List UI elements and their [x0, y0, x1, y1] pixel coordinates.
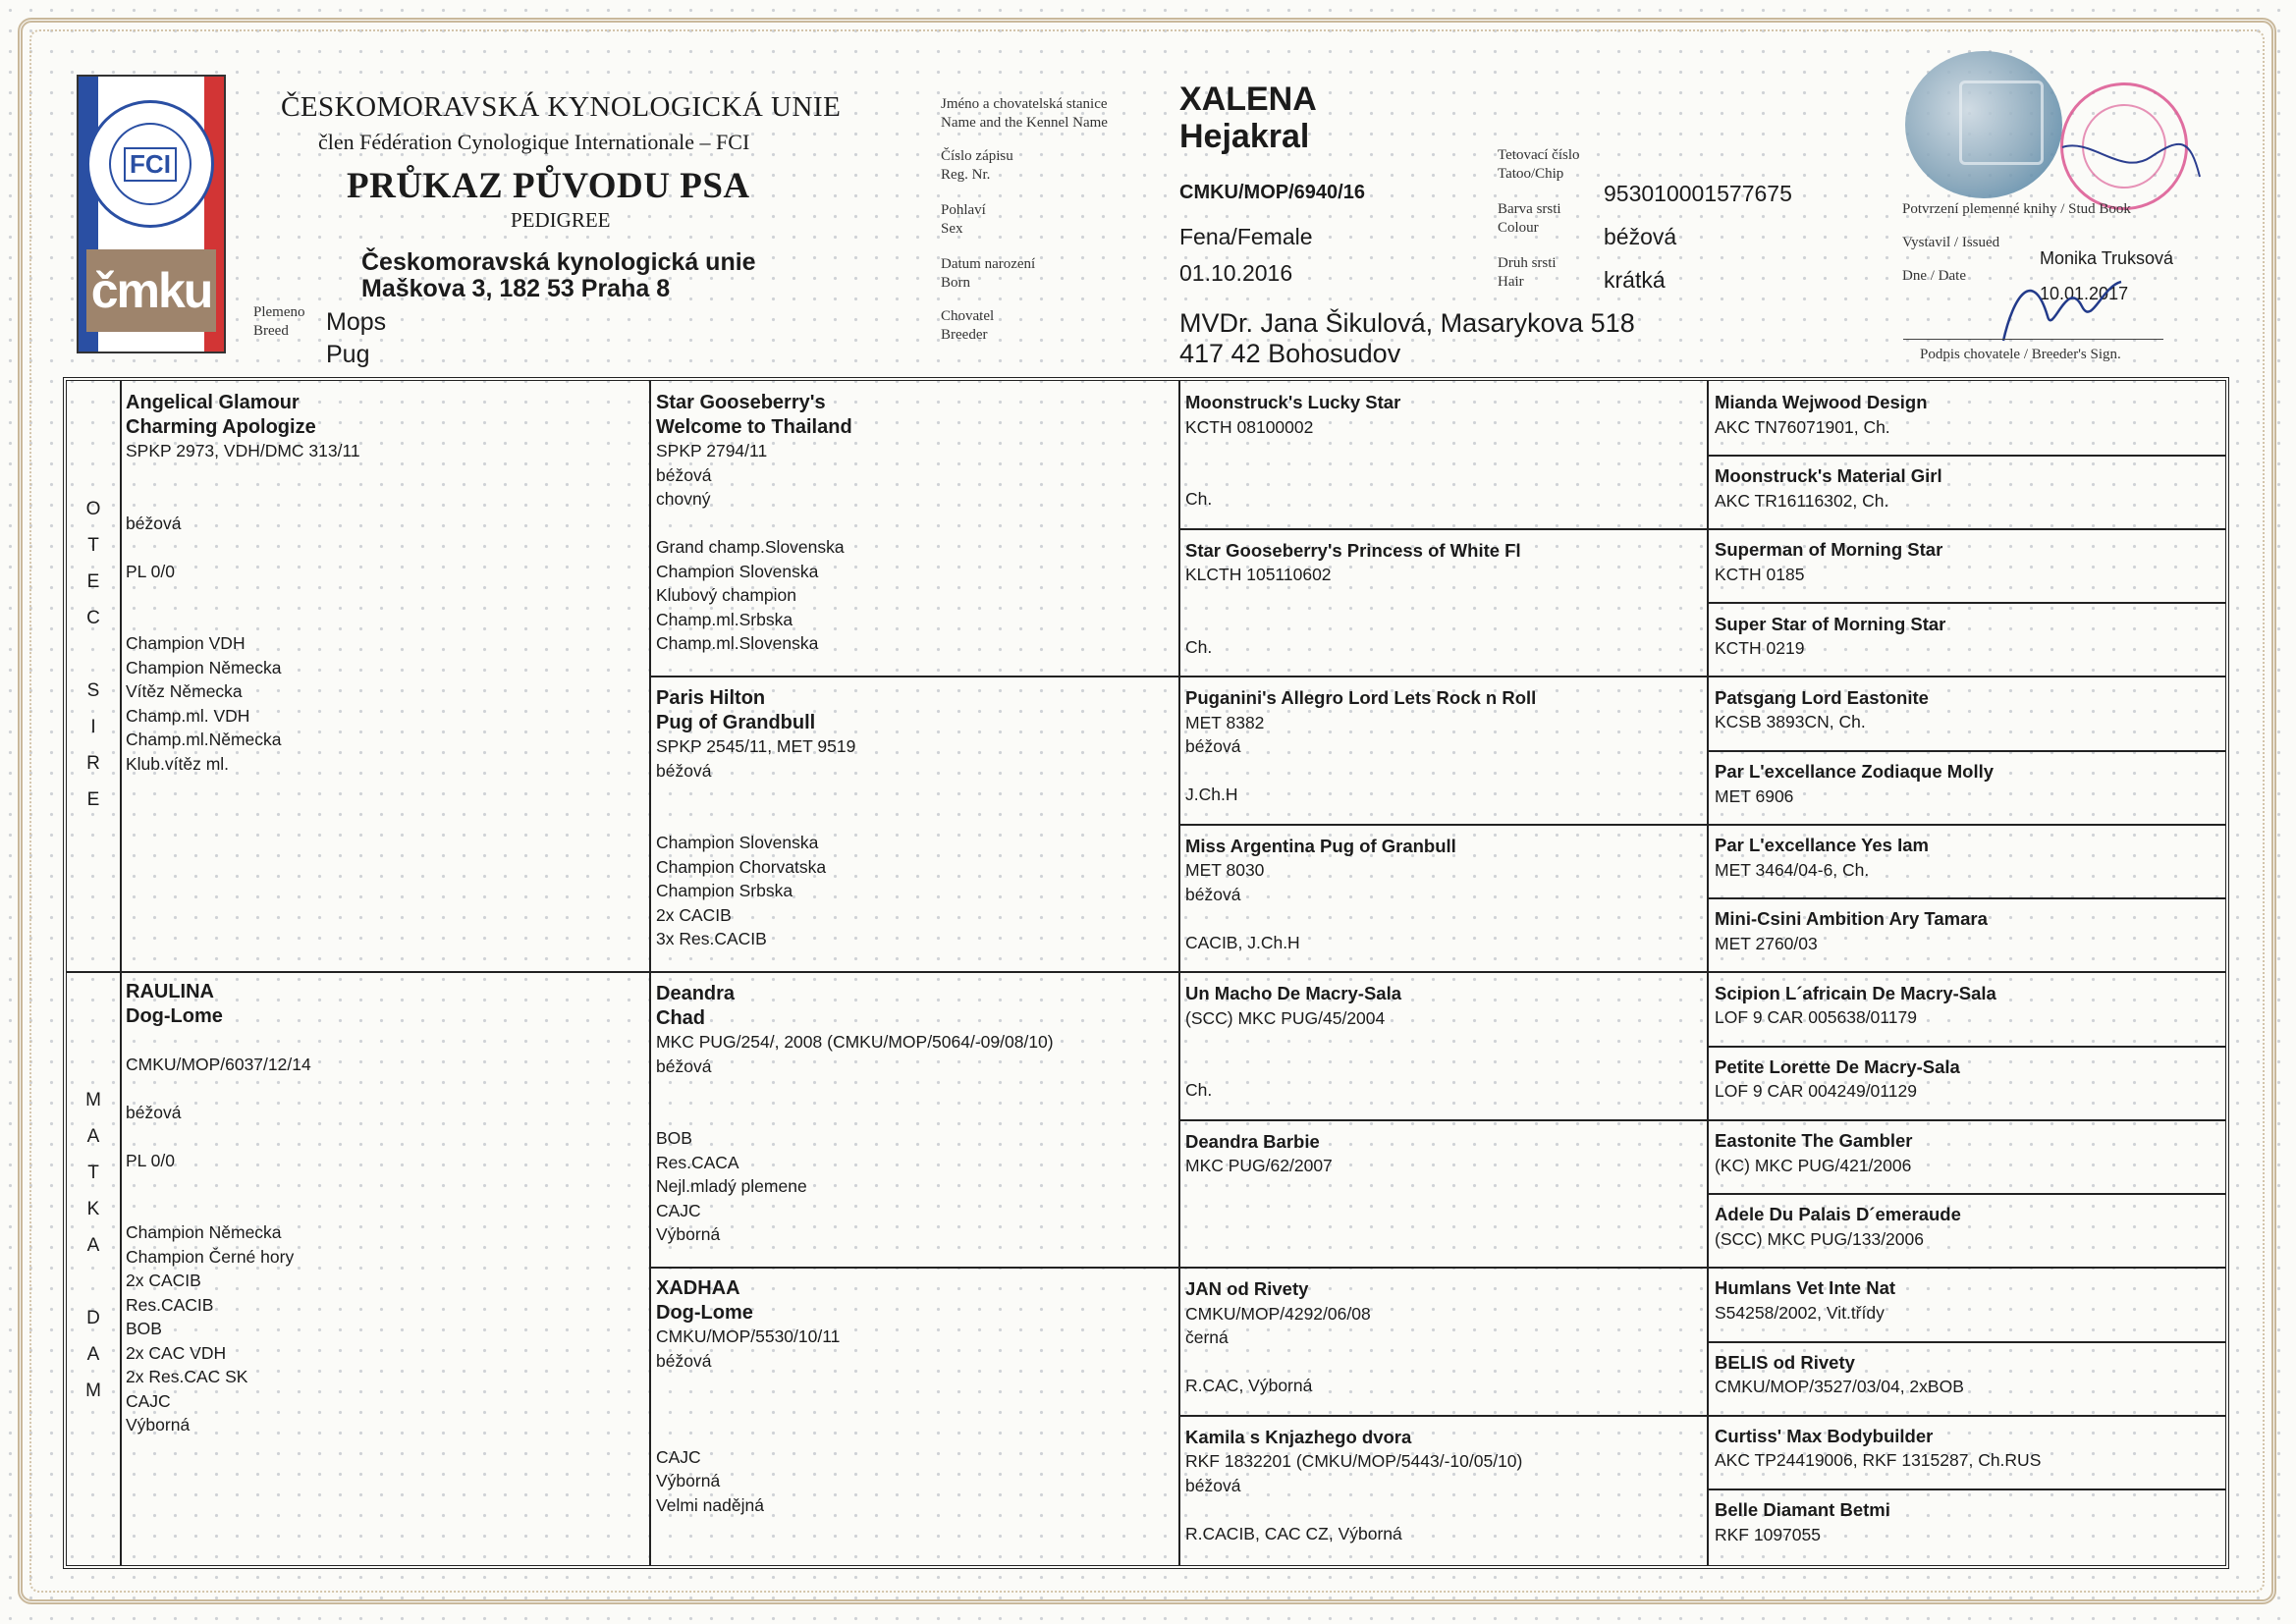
gg-grandparent-name: Mianda Wejwood Design — [1715, 392, 1928, 412]
entry-line: béžová — [126, 1102, 182, 1122]
gg-grandparent-name: Moonstruck's Material Girl — [1715, 465, 1942, 487]
entry-line: Champ.ml.Srbska — [656, 609, 793, 629]
side-letter-dam: M — [85, 1090, 101, 1110]
great-grandparent-cell — [1185, 982, 1701, 1103]
born-label-en: Born — [941, 275, 970, 291]
grandparent-cell — [656, 686, 1172, 951]
gg-grandparent-cell — [1715, 613, 2220, 661]
entry-line: KLCTH 105110602 — [1185, 565, 1332, 584]
grandparent-name: Deandra — [656, 983, 736, 1004]
gg-grandparent-cell — [1715, 1276, 2220, 1325]
sex-label-cz: Pohlaví — [941, 202, 986, 218]
gg-grandparent-reg: CMKU/MOP/3527/03/04, 2xBOB — [1715, 1377, 1964, 1397]
blank-line — [656, 1421, 1172, 1445]
grid-divider — [1707, 381, 1709, 1565]
side-letter-dam: K — [86, 1199, 100, 1219]
gg-grandparent-reg: MET 3464/04-6, Ch. — [1715, 859, 1870, 880]
cmku-emblem — [86, 249, 216, 332]
grid-divider — [1178, 381, 1180, 1565]
side-letter-sire: O — [85, 499, 101, 519]
entry-line: (SCC) MKC PUG/45/2004 — [1185, 1007, 1386, 1028]
sire-name: Charming Apologize — [126, 415, 316, 438]
born-value: 01.10.2016 — [1179, 260, 1293, 286]
blank-line — [1185, 1202, 1701, 1226]
gg-grandparent-reg: LOF 9 CAR 004249/01129 — [1715, 1081, 1917, 1102]
entry-line: béžová — [1185, 1475, 1241, 1495]
breed-en: Pug — [326, 341, 370, 368]
sex-value: Fena/Female — [1179, 224, 1313, 249]
hair-label-en: Hair — [1498, 274, 1524, 290]
entry-line: Res.CACA — [656, 1152, 739, 1172]
great-grandparent-name: Kamila s Knjazhego dvora — [1185, 1426, 1412, 1447]
entry-line: R.CACIB, CAC CZ, Výborná — [1185, 1523, 1402, 1543]
blank-line — [656, 783, 1172, 807]
grid-divider — [649, 676, 2225, 677]
blank-line — [1185, 587, 1701, 612]
grandparent-name: Chad — [656, 1006, 705, 1029]
gg-grandparent-cell — [1715, 464, 2220, 513]
gg-grandparent-name: Eastonite The Gambler — [1715, 1130, 1913, 1151]
gg-grandparent-reg: LOF 9 CAR 005638/01179 — [1715, 1007, 1917, 1028]
entry-line: PL 0/0 — [126, 561, 175, 581]
blank-line — [126, 1197, 636, 1221]
gg-grandparent-name: Curtiss' Max Bodybuilder — [1715, 1425, 1934, 1446]
great-grandparent-name: JAN od Rivety — [1185, 1278, 1309, 1299]
born-label-cz: Datum narození — [941, 256, 1036, 272]
entry-line: 2x Res.CAC SK — [126, 1367, 248, 1386]
gg-grandparent-name: Humlans Vet Inte Nat — [1715, 1277, 1896, 1299]
side-letter-sire: T — [87, 535, 99, 556]
gg-grandparent-cell — [1715, 1203, 2220, 1251]
entry-line: Výborná — [126, 1415, 191, 1435]
entry-line: 2x CACIB — [126, 1271, 201, 1290]
entry-line: MET 8382 — [1185, 712, 1265, 732]
reg-label-en: Reg. Nr. — [941, 167, 991, 183]
blank-line — [126, 1124, 636, 1149]
blank-line — [1185, 439, 1701, 463]
great-grandparent-cell — [1185, 1426, 1701, 1546]
gg-grandparent-cell — [1715, 907, 2220, 955]
grid-divider — [1707, 455, 2225, 457]
side-letter-sire: I — [90, 717, 96, 737]
gg-grandparent-reg: MET 6906 — [1715, 785, 1794, 806]
entry-line: černá — [1185, 1327, 1229, 1347]
sire-cell — [126, 391, 636, 776]
grandparent-name: XADHAA — [656, 1277, 740, 1299]
breeder-line1: MVDr. Jana Šikulová, Masarykova 518 — [1179, 308, 1635, 338]
entry-line: Champion Chorvatska — [656, 856, 827, 877]
issuer-name: Českomoravská kynologická unie — [361, 248, 756, 276]
dog-kennel-value: Hejakral — [1179, 118, 1310, 155]
entry-line: CAJC — [656, 1446, 701, 1467]
gg-grandparent-reg: KCTH 0219 — [1715, 638, 1805, 659]
blank-line — [1185, 906, 1701, 931]
entry-line: J.Ch.H — [1185, 785, 1238, 804]
entry-line: CAJC — [126, 1390, 171, 1411]
great-grandparent-cell — [1185, 1130, 1701, 1251]
studbook-label: Potvrzení plemenné knihy / Stud Book — [1902, 201, 2131, 217]
breed-value — [326, 306, 386, 371]
entry-line: Champ.ml. VDH — [126, 705, 250, 726]
entry-line: Ch. — [1185, 1080, 1213, 1100]
breeder-label-en: Breeder — [941, 327, 988, 343]
entry-line: MET 8030 — [1185, 860, 1265, 880]
side-letter-sire: E — [86, 789, 100, 810]
dog-name — [1179, 81, 1317, 155]
gg-grandparent-name: Superman of Morning Star — [1715, 539, 1943, 561]
grandparent-name: Pug of Grandbull — [656, 711, 816, 733]
grid-divider — [67, 971, 2225, 973]
blank-line — [126, 1076, 636, 1101]
entry-line: béžová — [126, 513, 182, 533]
name-label-cz: Jméno a chovatelská stanice — [941, 96, 1108, 112]
blank-line — [656, 1397, 1172, 1422]
entry-line: CMKU/MOP/5530/10/11 — [656, 1326, 841, 1346]
blank-line — [126, 608, 636, 632]
entry-line: SPKP 2545/11, MET 9519 — [656, 736, 856, 756]
blank-line — [126, 535, 636, 560]
gg-grandparent-reg: AKC TN76071901, Ch. — [1715, 416, 1890, 437]
entry-line: SPKP 2794/11 — [656, 441, 768, 460]
hologram-seal-mark — [1959, 81, 2044, 165]
grandparent-name: Paris Hilton — [656, 687, 766, 709]
blank-line — [656, 1078, 1172, 1103]
cmku-logo-text: čmku — [90, 263, 212, 318]
chip-label-cz: Tetovací číslo — [1498, 147, 1580, 163]
entry-line: chovný — [656, 489, 711, 509]
gg-grandparent-reg: (KC) MKC PUG/421/2006 — [1715, 1155, 1912, 1175]
breed-cz: Mops — [326, 308, 387, 336]
gg-grandparent-cell — [1715, 538, 2220, 586]
blank-line — [1185, 1497, 1701, 1522]
side-letter-dam: D — [86, 1308, 100, 1328]
entry-line: Champion Slovenska — [656, 833, 819, 852]
gg-grandparent-reg: S54258/2002, Vit.třídy — [1715, 1302, 1885, 1323]
name-label — [941, 95, 1108, 133]
sex-label — [941, 201, 986, 239]
blank-line — [126, 1028, 636, 1053]
entry-line: CACIB, J.Ch.H — [1185, 932, 1300, 952]
grid-divider — [1707, 897, 2225, 899]
side-letter-dam: A — [86, 1344, 100, 1365]
born-label — [941, 255, 1035, 293]
grandparent-name: Star Gooseberry's — [656, 392, 826, 413]
entry-line: CMKU/MOP/4292/06/08 — [1185, 1303, 1371, 1324]
entry-line: Vítěz Německa — [126, 681, 243, 701]
breed-label — [253, 303, 305, 341]
breeder-line2: 417 42 Bohosudov — [1179, 339, 1401, 368]
issued-by-value: Monika Truksová — [2040, 248, 2174, 268]
entry-line: béžová — [656, 1350, 712, 1371]
entry-line: béžová — [1185, 736, 1241, 756]
entry-line: Velmi nadějná — [656, 1494, 764, 1515]
blank-line — [1185, 463, 1701, 488]
side-letter-sire: C — [86, 608, 100, 628]
great-grandparent-name: Moonstruck's Lucky Star — [1185, 392, 1401, 412]
dam-cell — [126, 980, 636, 1437]
blank-line — [1185, 611, 1701, 635]
entry-line: KCTH 08100002 — [1185, 416, 1314, 437]
entry-line: Champ.ml.Německa — [126, 730, 282, 749]
side-letter-dam: T — [87, 1163, 99, 1183]
chip-label-en: Tatoo/Chip — [1498, 166, 1564, 182]
chip-value: 953010001577675 — [1604, 181, 1792, 206]
great-grandparent-name: Deandra Barbie — [1185, 1130, 1320, 1152]
gg-grandparent-cell — [1715, 1351, 2220, 1399]
gg-grandparent-name: Patsgang Lord Eastonite — [1715, 686, 1929, 708]
blank-line — [126, 1172, 636, 1197]
blank-line — [656, 1103, 1172, 1127]
grandparent-name: Dog-Lome — [656, 1301, 753, 1324]
hair-label-cz: Druh srsti — [1498, 255, 1557, 271]
gg-grandparent-name: Mini-Csini Ambition Ary Tamara — [1715, 908, 1988, 930]
great-grandparent-cell — [1185, 686, 1701, 807]
gg-grandparent-name: BELIS od Rivety — [1715, 1351, 1855, 1373]
entry-line: Champion Černé hory — [126, 1246, 295, 1267]
gg-grandparent-reg: KCSB 3893CN, Ch. — [1715, 712, 1866, 732]
side-letter-sire: R — [86, 753, 100, 774]
entry-line: Champ.ml.Slovenska — [656, 633, 819, 653]
blank-line — [126, 463, 636, 488]
grid-divider — [1707, 1341, 2225, 1343]
grid-divider — [1707, 1046, 2225, 1048]
great-grandparent-cell — [1185, 1277, 1701, 1398]
sire-name: Angelical Glamour — [126, 392, 300, 413]
document-title: PRŮKAZ PŮVODU PSA — [347, 166, 750, 206]
grid-divider — [1707, 1489, 2225, 1490]
entry-line: 2x CAC VDH — [126, 1342, 227, 1363]
colour-label-en: Colour — [1498, 220, 1539, 236]
entry-line: MKC PUG/254/, 2008 (CMKU/MOP/5064/-09/08/10) — [656, 1032, 1054, 1052]
entry-line: Champion Slovenska — [656, 561, 819, 581]
grid-divider — [1178, 1415, 2225, 1417]
issued-label: Vystavil / Issued — [1902, 235, 2000, 250]
side-letter-dam: A — [86, 1126, 100, 1147]
name-label-en: Name and the Kennel Name — [941, 115, 1108, 131]
gg-grandparent-reg: RKF 1097055 — [1715, 1524, 1821, 1544]
gg-grandparent-reg: (SCC) MKC PUG/133/2006 — [1715, 1228, 1924, 1249]
blank-line — [1185, 1350, 1701, 1375]
entry-line: béžová — [656, 1056, 712, 1076]
reg-label — [941, 147, 1013, 185]
gg-grandparent-name: Petite Lorette De Macry-Sala — [1715, 1056, 1960, 1077]
blank-line — [1185, 1055, 1701, 1079]
entry-line: béžová — [656, 464, 712, 485]
entry-line: MKC PUG/62/2007 — [1185, 1156, 1333, 1175]
grid-divider — [649, 381, 651, 1565]
entry-line: Res.CACIB — [126, 1294, 214, 1315]
blank-line — [126, 583, 636, 608]
reg-label-cz: Číslo zápisu — [941, 148, 1013, 164]
entry-line: Výborná — [656, 1471, 721, 1490]
grandparent-cell — [656, 982, 1172, 1247]
entry-line: béžová — [656, 760, 712, 781]
grid-divider — [1178, 1119, 2225, 1121]
gg-grandparent-name: Scipion L´africain De Macry-Sala — [1715, 982, 1996, 1003]
blank-line — [1185, 1226, 1701, 1251]
gg-grandparent-cell — [1715, 1129, 2220, 1177]
entry-line: Klub.vítěz ml. — [126, 753, 230, 774]
gg-grandparent-cell — [1715, 686, 2220, 734]
gg-grandparent-cell — [1715, 1425, 2220, 1473]
gg-grandparent-cell — [1715, 1498, 2220, 1546]
gg-grandparent-cell — [1715, 834, 2220, 882]
great-grandparent-cell — [1185, 539, 1701, 660]
grandparent-name: Welcome to Thailand — [656, 415, 852, 438]
side-letter-sire: S — [86, 680, 100, 701]
blank-line — [1185, 1178, 1701, 1203]
org-title: ČESKOMORAVSKÁ KYNOLOGICKÁ UNIE — [281, 91, 842, 123]
entry-line: Grand champ.Slovenska — [656, 537, 845, 557]
blank-line — [126, 487, 636, 512]
fci-emblem — [86, 100, 214, 228]
document-subtitle: PEDIGREE — [511, 208, 611, 232]
great-grandparent-name: Miss Argentina Pug of Granbull — [1185, 835, 1456, 856]
grid-divider — [649, 1267, 2225, 1269]
entry-line: Výborná — [656, 1224, 721, 1244]
colour-label — [1498, 200, 1561, 238]
fci-emblem-inner — [109, 123, 191, 205]
entry-line: CAJC — [656, 1200, 701, 1220]
dam-name: RAULINA — [126, 981, 214, 1002]
grid-divider — [1707, 750, 2225, 752]
entry-line: Champion Německa — [126, 1222, 282, 1242]
gg-grandparent-reg: AKC TR16116302, Ch. — [1715, 490, 1889, 511]
gg-grandparent-cell — [1715, 391, 2220, 439]
entry-line: Ch. — [1185, 489, 1213, 509]
hair-value: krátká — [1604, 267, 1666, 293]
breed-label-cz: Plemeno — [253, 304, 305, 320]
entry-line: 2x CACIB — [656, 904, 732, 925]
entry-line: Klubový champion — [656, 585, 796, 605]
gg-grandparent-name: Belle Diamant Betmi — [1715, 1499, 1890, 1520]
entry-line: RKF 1832201 (CMKU/MOP/5443/-10/05/10) — [1185, 1451, 1523, 1471]
blank-line — [1185, 759, 1701, 784]
entry-line: 3x Res.CACIB — [656, 929, 767, 948]
reg-number: CMKU/MOP/6940/16 — [1179, 182, 1365, 203]
entry-line: PL 0/0 — [126, 1150, 175, 1170]
great-grandparent-name: Un Macho De Macry-Sala — [1185, 983, 1402, 1003]
breeder-label-cz: Chovatel — [941, 308, 995, 324]
date-label: Dne / Date — [1902, 268, 1966, 284]
colour-value: béžová — [1604, 224, 1677, 249]
gg-grandparent-cell — [1715, 982, 2220, 1030]
colour-label-cz: Barva srsti — [1498, 201, 1561, 217]
grid-divider — [1707, 1193, 2225, 1195]
pedigree-table — [63, 377, 2229, 1569]
breeder-signature — [1974, 257, 2141, 355]
cmku-fci-logo — [77, 75, 226, 353]
gg-grandparent-reg: KCTH 0185 — [1715, 564, 1805, 584]
grid-divider — [1178, 528, 2225, 530]
side-letter-dam: M — [85, 1380, 101, 1401]
hair-label — [1498, 254, 1557, 292]
side-letter-dam: A — [86, 1235, 100, 1256]
blank-line — [656, 807, 1172, 832]
gg-grandparent-reg: AKC TP24419006, RKF 1315287, Ch.RUS — [1715, 1450, 2042, 1471]
dam-name: Dog-Lome — [126, 1004, 223, 1027]
entry-line: Ch. — [1185, 636, 1213, 657]
entry-line: Nejl.mladý plemene — [656, 1176, 807, 1196]
entry-line: SPKP 2973, VDH/DMC 313/11 — [126, 441, 360, 460]
chip-label — [1498, 146, 1580, 184]
issuer-street: Maškova 3, 182 53 Praha 8 — [361, 275, 671, 302]
issuer-address — [361, 249, 756, 302]
entry-line: R.CAC, Výborná — [1185, 1376, 1313, 1395]
entry-line: Champion Německa — [126, 657, 282, 677]
breeder-value — [1179, 308, 1635, 369]
great-grandparent-name: Puganini's Allegro Lord Lets Rock n Roll — [1185, 687, 1537, 708]
breed-label-en: Breed — [253, 323, 289, 339]
gg-grandparent-name: Par L'excellance Zodiaque Molly — [1715, 761, 1995, 782]
sex-label-en: Sex — [941, 221, 963, 237]
great-grandparent-cell — [1185, 835, 1701, 955]
fci-logo-text: FCI — [124, 147, 177, 182]
gg-grandparent-reg: MET 2760/03 — [1715, 933, 1818, 953]
entry-line: Champion VDH — [126, 633, 246, 653]
grandparent-cell — [656, 1276, 1172, 1517]
entry-line: Champion Srbska — [656, 881, 793, 900]
entry-line: CMKU/MOP/6037/12/14 — [126, 1054, 311, 1074]
grid-divider — [120, 381, 122, 1565]
grid-divider — [1707, 602, 2225, 604]
gg-grandparent-name: Par L'excellance Yes Iam — [1715, 835, 1929, 856]
blank-line — [656, 1373, 1172, 1397]
gg-grandparent-cell — [1715, 760, 2220, 808]
entry-line: BOB — [126, 1319, 162, 1338]
gg-grandparent-cell — [1715, 1056, 2220, 1104]
gg-grandparent-name: Adele Du Palais D´emeraude — [1715, 1204, 1961, 1225]
org-subtitle: člen Fédération Cynologique Internationale – FCI — [318, 130, 750, 154]
breeder-label — [941, 307, 994, 345]
dog-name-value: XALENA — [1179, 81, 1317, 118]
signature-line — [1903, 339, 2163, 340]
gg-grandparent-name: Super Star of Morning Star — [1715, 613, 1946, 634]
entry-line: BOB — [656, 1128, 692, 1148]
entry-line: béžová — [1185, 884, 1241, 904]
great-grandparent-name: Star Gooseberry's Princess of White Fl — [1185, 539, 1521, 561]
great-grandparent-cell — [1185, 391, 1701, 512]
date-value: 10.01.2017 — [2040, 284, 2129, 303]
blank-line — [1185, 1030, 1701, 1055]
signature-label: Podpis chovatele / Breeder's Sign. — [1920, 347, 2121, 362]
grid-divider — [1178, 824, 2225, 826]
blank-line — [656, 512, 1172, 536]
grandparent-cell — [656, 391, 1172, 656]
side-letter-sire: E — [86, 571, 100, 592]
